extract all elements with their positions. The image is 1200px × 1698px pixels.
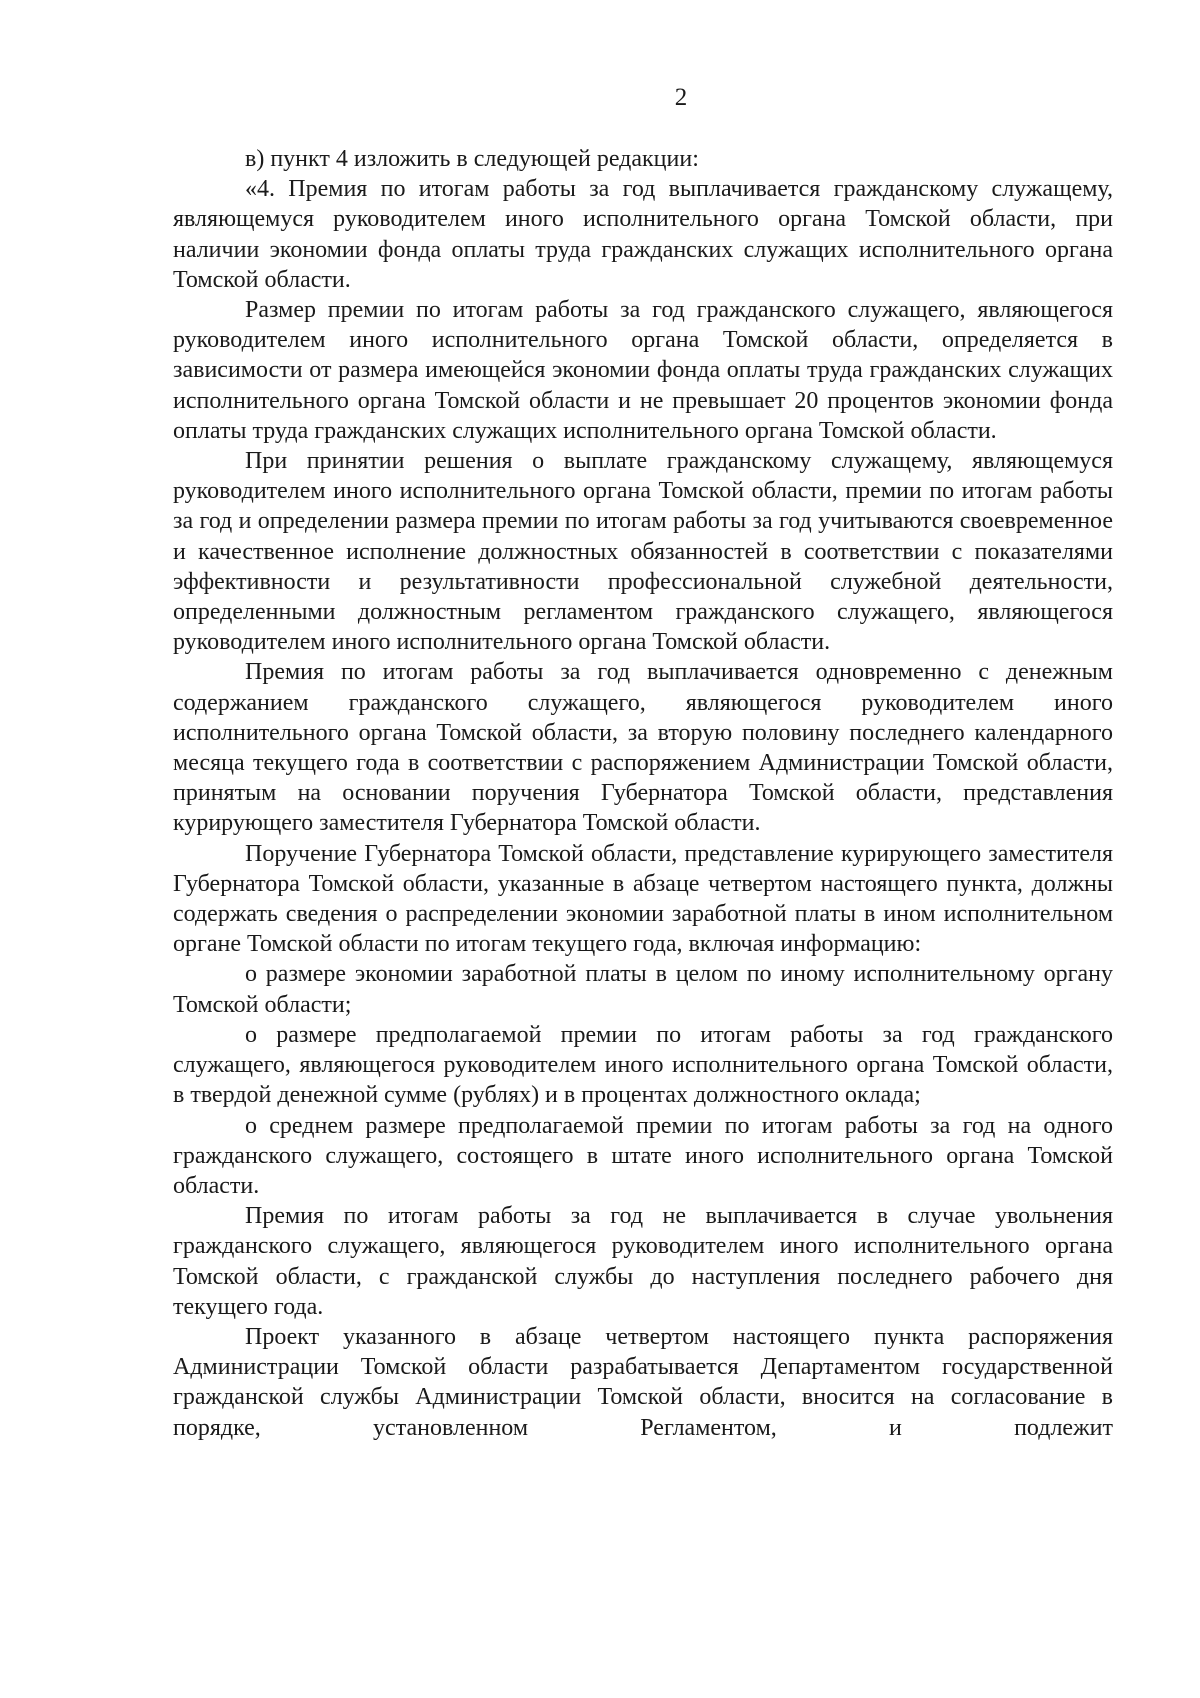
paragraph-premium-condition: «4. Премия по итогам работы за год выплачивается гражданскому служащему, являющемуся руководителем иного исполнительного органа Томской области, при наличии экономии фонда оплаты труда гражданских служащих исполнительного органа Томской области.	[173, 176, 1113, 293]
paragraph-decision-criteria: При принятии решения о выплате гражданскому служащему, являющемуся руководителем иного исполнительного органа Томской области, премии по итогам работы за год и определении размера премии по итогам работы за год учитываются своевременное и качественное исполнение должностных обязанностей в соответствии с показателями эффективности и результативности профессиональной служебной деятельности, определенными должностным регламентом гражданского служащего, являющегося руководителем иного исполнительного органа Томской области.	[173, 448, 1113, 656]
paragraph-draft-order: Проект указанного в абзаце четвертом настоящего пункта распоряжения Администрации Томской области разрабатывается Департаментом государственной гражданской службы Администрации Томской области, вносится на согласование в порядке, установленном Регламентом, и подлежит	[173, 1323, 1113, 1441]
paragraph-premium-size: Размер премии по итогам работы за год гражданского служащего, являющегося руководителем иного исполнительного органа Томской области, определяется в зависимости от размера имеющейся экономии фонда оплаты труда гражданских служащих исполнительного органа Томской области и не превышает 20 процентов экономии фонда оплаты труда гражданских служащих исполнительного органа Томской области.	[173, 297, 1113, 444]
paragraph-payment-timing: Премия по итогам работы за год выплачивается одновременно с денежным содержанием гражданского служащего, являющегося руководителем иного исполнительного органа Томской области, за вторую половину последнего календарного месяца текущего года в соответствии с распоряжением Администрации Томской области, принятым на основании поручения Губернатора Томской области, представления курирующего заместителя Губернатора Томской области.	[173, 659, 1113, 837]
list-item-average-premium: о среднем размере предполагаемой премии по итогам работы за год на одного гражданского служащего, состоящего в штате иного исполнительного органа Томской области.	[173, 1112, 1113, 1199]
document-body	[173, 144, 1113, 1443]
page-number: 2	[674, 84, 688, 111]
paragraph-instruction-content: Поручение Губернатора Томской области, представление курирующего заместителя Губернатора Томской области, указанные в абзаце четвертом настоящего пункта, должны содержать сведения о распределении экономии заработной платы в ином исполнительном органе Томской области по итогам текущего года, включая информацию:	[173, 840, 1113, 958]
list-item-expected-premium: о размере предполагаемой премии по итогам работы за год гражданского служащего, являющегося руководителем иного исполнительного органа Томской области, в твердой денежной сумме (рублях) и в процентах должностного оклада;	[173, 1021, 1113, 1109]
paragraph-amendment-intro: в) пункт 4 изложить в следующей редакции:	[245, 146, 699, 172]
paragraph-nonpayment-case: Премия по итогам работы за год не выплачивается в случае увольнения гражданского служащего, являющегося руководителем иного исполнительного органа Томской области, с гражданской службы до наступления последнего рабочего дня текущего года.	[173, 1203, 1113, 1320]
list-item-salary-savings: о размере экономии заработной платы в целом по иному исполнительному органу Томской области;	[173, 961, 1113, 1018]
